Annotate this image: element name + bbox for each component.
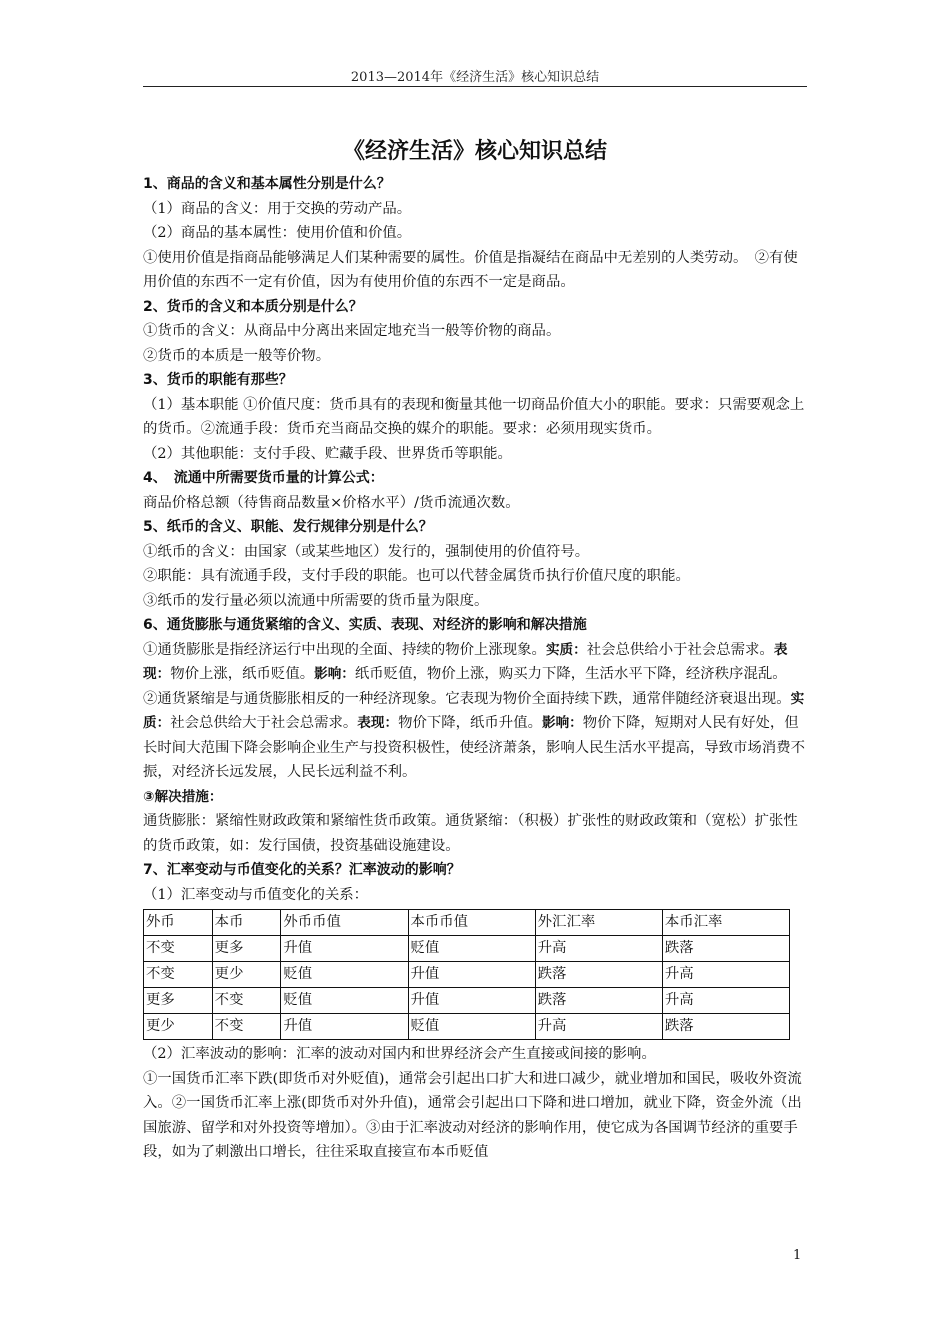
table-cell: 跌落	[535, 962, 662, 988]
paragraph: （2）其他职能：支付手段、贮藏手段、世界货币等职能。	[143, 445, 512, 462]
section-3-heading: 3、货币的职能有那些？	[143, 372, 293, 388]
table-header-cell: 本币	[212, 910, 281, 936]
section-1-heading: 1、商品的含义和基本属性分别是什么？	[143, 176, 391, 192]
section-5-heading: 5、纸币的含义、职能、发行规律分别是什么？	[143, 519, 433, 535]
text-run: 纸币贬值，物价上涨，购买力下降，生活水平下降，经济秩序混乱。	[354, 666, 787, 682]
table-cell: 升高	[535, 936, 662, 962]
text-run: ①通货膨胀是指经济运行中出现的全面、持续的物价上涨现象。	[143, 641, 546, 658]
table-cell: 升值	[281, 1014, 408, 1040]
section-6-heading: 6、通货膨胀与通货紧缩的含义、实质、表现、对经济的影响和解决措施	[143, 617, 587, 633]
bold-keyword: 表现：	[357, 715, 399, 731]
paragraph: ②职能：具有流通手段，支付手段的职能。也可以代替金属货币执行价值尺度的职能。	[143, 568, 690, 584]
table-cell: 升高	[662, 988, 789, 1014]
paragraph: （1）商品的含义：用于交换的劳动产品。	[143, 200, 412, 217]
bold-keyword: 影响：	[314, 666, 355, 682]
paragraph: ②货币的本质是一般等价物。	[143, 347, 331, 364]
table-cell: 更多	[144, 988, 213, 1014]
table-row	[144, 988, 790, 1014]
table-header-row	[144, 910, 790, 936]
table-header-cell: 外汇汇率	[535, 910, 662, 936]
table-cell: 不变	[144, 936, 213, 962]
paragraph: （1）汇率变动与币值变化的关系：	[143, 886, 369, 903]
table-cell: 不变	[212, 988, 281, 1014]
paragraph: ①使用价值是指商品能够满足人们某种需要的属性。价值是指凝结在商品中无差别的人类劳动。 ②有使用价值的东西不一定有价值，因为有使用价值的东西不一定是商品。	[143, 249, 798, 290]
table-header-cell: 本币币值	[408, 910, 535, 936]
text-run: 物价下降，短期对人民有好处，但长时间大范围下降会影响企业生产与投资积极性，使经济萧条，影响人民生活水平提高，导致市场消费不振，对经济长远发展，人民长远利益不利。	[143, 715, 805, 780]
table-cell: 贬值	[281, 988, 408, 1014]
table-cell: 跌落	[662, 1014, 789, 1040]
table-cell: 更少	[144, 1014, 213, 1040]
table-cell: 贬值	[281, 962, 408, 988]
table-cell: 跌落	[535, 988, 662, 1014]
section-7-heading: 7、汇率变动与币值变化的关系？汇率波动的影响？	[143, 862, 461, 878]
text-run: 社会总供给小于社会总需求。	[586, 641, 774, 658]
bold-keyword: 影响：	[541, 715, 583, 731]
section-2-heading: 2、货币的含义和本质分别是什么？	[143, 298, 363, 315]
document-title: 《经济生活》核心知识总结	[342, 139, 607, 164]
table-cell: 升值	[408, 962, 535, 988]
bold-keyword: 实质：	[143, 690, 805, 731]
paragraph: ①纸币的含义：由国家（或某些地区）发行的，强制使用的价值符号。	[143, 543, 590, 560]
table-row	[144, 962, 790, 988]
text-run: 物价上涨，纸币贬值。	[170, 666, 315, 682]
page-number: 1	[793, 1248, 802, 1263]
table-header-cell: 外币	[144, 910, 213, 936]
document-body	[143, 172, 807, 1165]
table-cell: 贬值	[408, 936, 535, 962]
text-run: 社会总供给大于社会总需求。	[170, 715, 358, 731]
paragraph: ①货币的含义：从商品中分离出来固定地充当一般等价物的商品。	[143, 323, 561, 339]
table-cell: 更多	[212, 936, 281, 962]
paragraph: 通货膨胀：紧缩性财政政策和紧缩性货币政策。通货紧缩：（积极）扩张性的财政政策和（宽松）扩张性的货币政策，如：发行国债，投资基础设施建设。	[143, 813, 798, 854]
paragraph: ①一国货币汇率下跌(即货币对外贬值)，通常会引起出口扩大和进口减少，就业增加和国民，吸收外资流入。②一国货币汇率上涨(即货币对外升值)，通常会引起出口下降和进口增加，就业下降，资金外流（出国旅游、留学和对外投资等增加）。③由于汇率波动对经济的影响作用，使它成为各国调节经济的重要手段，如为了刺激出口增长，往往采取直接宣布本币贬值	[143, 1070, 802, 1160]
table-cell: 升高	[535, 1014, 662, 1040]
table-cell: 贬值	[408, 1014, 535, 1040]
exchange-rate-table	[143, 909, 790, 1040]
table-cell: 更少	[212, 962, 281, 988]
bold-keyword: 表现：	[143, 641, 788, 682]
page-header: 2013—2014年《经济生活》核心知识总结	[350, 70, 600, 85]
paragraph: （2）汇率波动的影响：汇率的波动对国内和世界经济会产生直接或间接的影响。	[143, 1046, 656, 1062]
table-cell: 升高	[662, 962, 789, 988]
measures-heading: ③解决措施：	[143, 788, 223, 805]
paragraph: （2）商品的基本属性：使用价值和价值。	[143, 225, 412, 241]
table-cell: 不变	[144, 962, 213, 988]
table-header-cell: 外币币值	[281, 910, 408, 936]
bold-keyword: 实质：	[545, 641, 587, 658]
section-4-heading: 4、 流通中所需要货币量的计算公式：	[143, 470, 384, 486]
table-cell: 升值	[408, 988, 535, 1014]
table-row	[144, 936, 790, 962]
deflation-paragraph	[143, 687, 807, 785]
table-cell: 跌落	[662, 936, 789, 962]
header-rule	[143, 86, 807, 87]
text-run: ②通货紧缩是与通货膨胀相反的一种经济现象。它表现为物价全面持续下跌，通常伴随经济衰退出现。	[143, 690, 791, 707]
paragraph: （1）基本职能 ①价值尺度：货币具有的表现和衡量其他一切商品价值大小的职能。要求：只需要观念上的货币。②流通手段：货币充当商品交换的媒介的职能。要求：必须用现实货币。	[143, 396, 805, 437]
text-run: 物价下降，纸币升值。	[398, 715, 542, 731]
inflation-paragraph	[143, 638, 807, 687]
table-cell: 升值	[281, 936, 408, 962]
paragraph: 商品价格总额（待售商品数量×价格水平）/货币流通次数。	[143, 494, 520, 511]
table-row	[144, 1014, 790, 1040]
table-cell: 不变	[212, 1014, 281, 1040]
table-header-cell: 本币汇率	[662, 910, 789, 936]
paragraph: ③纸币的发行量必须以流通中所需要的货币量为限度。	[143, 592, 489, 609]
